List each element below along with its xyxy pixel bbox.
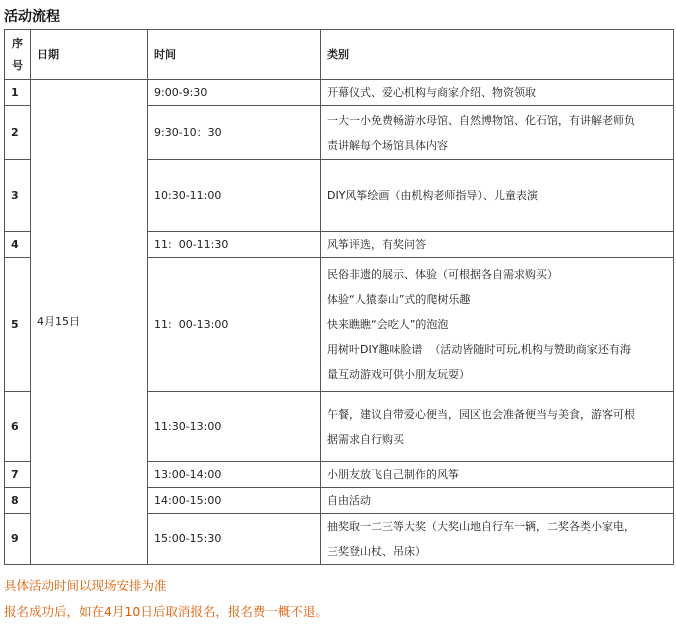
- row-seq: 2: [5, 106, 31, 160]
- row-seq: 6: [5, 392, 31, 462]
- category-line: 据需求自行购买: [327, 432, 404, 446]
- row-seq: 4: [5, 232, 31, 258]
- row-category: [321, 80, 674, 106]
- row-time: 11:30-13:00: [148, 392, 321, 462]
- row-category: [321, 462, 674, 488]
- note-refund-policy: 报名成功后，如在4月10日后取消报名，报名费一概不退。: [4, 604, 328, 619]
- header-category: 类别: [321, 30, 674, 80]
- category-line: 民俗非遗的展示、体验（可根据各自需求购买）: [327, 268, 558, 281]
- category-line: 风筝评选，有奖问答: [327, 238, 426, 251]
- category-line: 量互动游戏可供小朋友玩耍）: [327, 368, 470, 381]
- category-line: 体验“人猿泰山”式的爬树乐趣: [327, 293, 471, 306]
- row-seq: 5: [5, 258, 31, 392]
- category-line: 快来瞧瞧“会吃人”的泡泡: [327, 318, 449, 331]
- section-title: 活动流程: [4, 9, 60, 25]
- row-seq: 1: [5, 80, 31, 106]
- row-time: 14:00-15:00: [148, 488, 321, 514]
- header-date: 日期: [31, 30, 148, 80]
- schedule-table: [4, 29, 674, 565]
- row-category: [321, 232, 674, 258]
- category-line: 一大一小免费畅游水母馆、自然博物馆、化石馆，有讲解老师负: [327, 113, 635, 127]
- header-seq-label: [11, 33, 24, 77]
- row-date: 4月15日: [31, 80, 148, 565]
- header-seq: [5, 30, 31, 80]
- category-line: 自由活动: [327, 494, 371, 507]
- category-line: 抽奖取一二三等大奖（大奖山地自行车一辆，二奖各类小家电，: [327, 520, 635, 533]
- category-line: 开幕仪式、爱心机构与商家介绍、物资领取: [327, 86, 536, 99]
- row-category: [321, 160, 674, 232]
- row-category: [321, 106, 674, 160]
- table-header-row: [5, 30, 674, 80]
- header-seq-char: 序: [12, 36, 23, 50]
- row-seq: 7: [5, 462, 31, 488]
- row-time: 11: 00-13:00: [148, 258, 321, 392]
- row-time: 9:00-9:30: [148, 80, 321, 106]
- category-line: 用树叶DIY趣味脸谱 （活动皆随时可玩,机构与赞助商家还有海: [327, 343, 631, 356]
- category-line: 责讲解每个场馆具体内容: [327, 138, 448, 152]
- category-line: 小朋友放飞自己制作的风筝: [327, 468, 459, 481]
- header-seq-char: 号: [12, 58, 23, 72]
- row-seq: 8: [5, 488, 31, 514]
- table-row: [5, 80, 674, 106]
- row-time: 15:00-15:30: [148, 514, 321, 565]
- row-time: 13:00-14:00: [148, 462, 321, 488]
- row-seq: 9: [5, 514, 31, 565]
- row-category: [321, 514, 674, 565]
- category-line: DIY风筝绘画（由机构老师指导）、儿童表演: [327, 189, 538, 202]
- row-time: 9:30-10：30: [148, 106, 321, 160]
- row-category: [321, 258, 674, 392]
- header-time: 时间: [148, 30, 321, 80]
- category-line: 三奖登山杖、吊床）: [327, 545, 426, 558]
- row-category: [321, 488, 674, 514]
- row-category: [321, 392, 674, 462]
- note-schedule-subject-to-change: 具体活动时间以现场安排为准: [4, 578, 167, 593]
- row-seq: 3: [5, 160, 31, 232]
- row-time: 11: 00-11:30: [148, 232, 321, 258]
- category-line: 午餐，建议自带爱心便当，园区也会准备便当与美食，游客可根: [327, 407, 635, 421]
- row-time: 10:30-11:00: [148, 160, 321, 232]
